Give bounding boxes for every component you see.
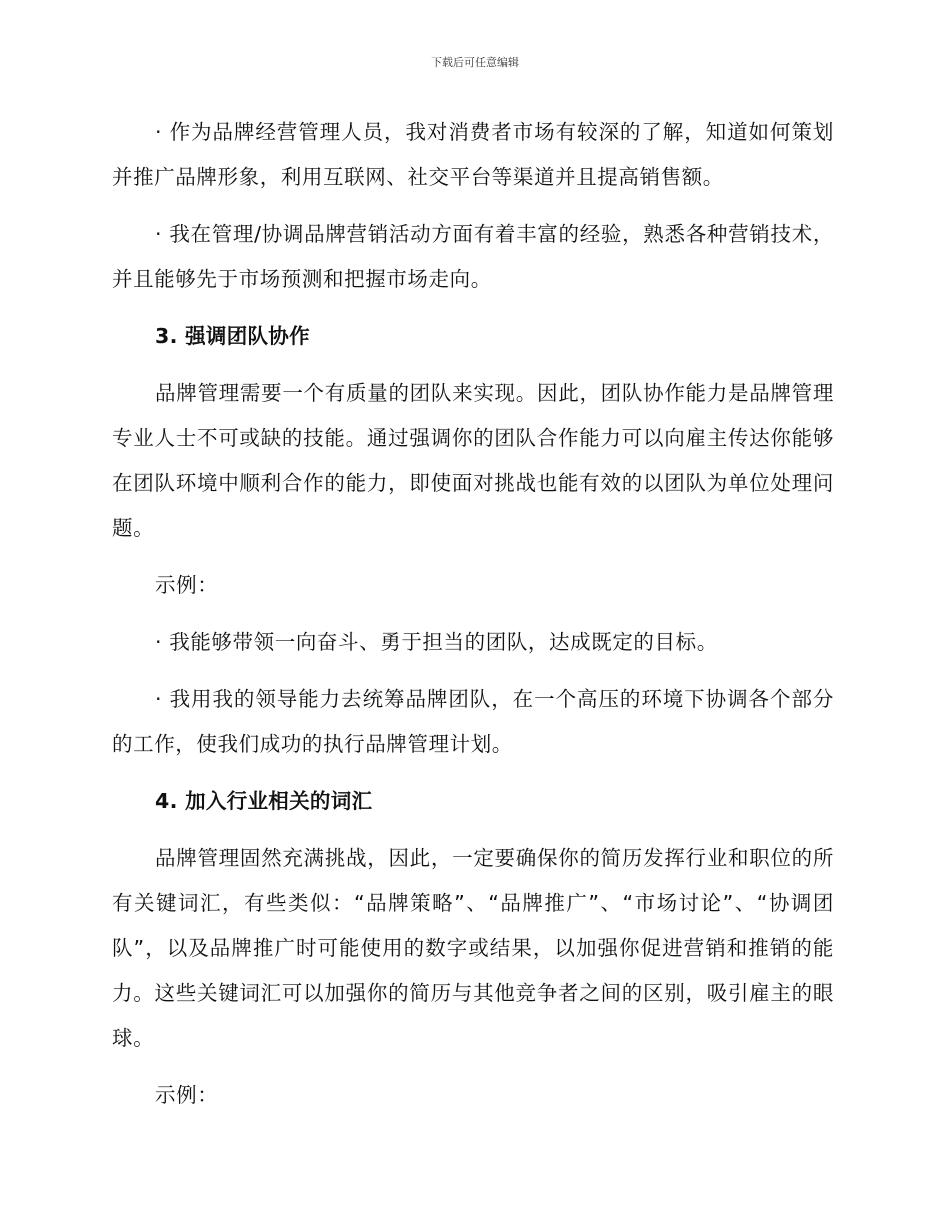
example-label: 示例： xyxy=(155,573,219,597)
bullet-lead-team: · 我能够带领一向奋斗、勇于担当的团队，达成既定的目标。 xyxy=(155,630,718,654)
bullet-marketing-experience: · 我在管理/协调品牌营销活动方面有着丰富的经验，熟悉各种营销技术，并且能够先于市场预测和把握市场走向。 xyxy=(112,222,834,291)
page-header: 下载后可任意编辑 xyxy=(431,56,519,69)
bullet-leadership: · 我用我的领导能力去统筹品牌团队，在一个高压的环境下协调各个部分的工作，使我们成功的执行品牌管理计划。 xyxy=(112,687,834,756)
bullet-brand-manager: · 作为品牌经营管理人员，我对消费者市场有较深的了解，知道如何策划并推广品牌形象，利用互联网、社交平台等渠道并且提高销售额。 xyxy=(112,120,834,189)
example-label: 示例： xyxy=(155,1083,219,1107)
section-heading-teamwork: 3. 强调团队协作 xyxy=(155,324,310,348)
paragraph-teamwork: 品牌管理需要一个有质量的团队来实现。因此，团队协作能力是品牌管理专业人士不可或缺的技能。通过强调你的团队合作能力可以向雇主传达你能够在团队环境中顺利合作的能力，即使面对挑战也能有效的以团队为单位处理问题。 xyxy=(112,381,834,540)
paragraph-keywords: 品牌管理固然充满挑战，因此，一定要确保你的简历发挥行业和职位的所有关键词汇，有些类似：“品牌策略”、“品牌推广”、“市场讨论”、“协调团队”，以及品牌推广时可能使用的数字或结果，以加强你促进营销和推销的能力。这些关键词汇可以加强你的简历与其他竞争者之间的区别，吸引雇主的眼球。 xyxy=(112,846,834,1050)
document-body xyxy=(112,110,834,1118)
section-heading-keywords: 4. 加入行业相关的词汇 xyxy=(155,789,373,813)
